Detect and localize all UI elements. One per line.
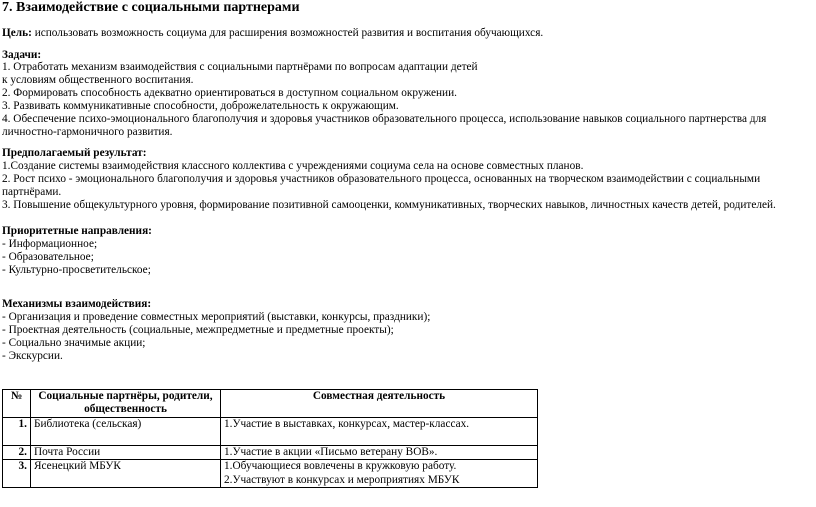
- direction-item: - Образовательное;: [2, 251, 94, 263]
- table-row: [3, 418, 538, 446]
- row-partner: Ясенецкий МБУК: [31, 460, 221, 488]
- task-line: личностно-гармоничного развития.: [2, 126, 173, 138]
- mechanism-item: - Экскурсии.: [2, 350, 63, 362]
- mechanism-item: - Проектная деятельность (социальные, межпредметные и предметные проекты);: [2, 324, 394, 336]
- direction-item: - Культурно-просветительское;: [2, 264, 151, 276]
- activity-line: 1.Участие в акции «Письмо ветерану ВОВ».: [224, 446, 438, 458]
- task-line: 1. Отработать механизм взаимодействия с социальными партнёрами по вопросам адаптации детей: [2, 61, 478, 73]
- row-number: 2.: [3, 446, 31, 460]
- result-line: партнёрами.: [2, 186, 62, 198]
- header-partners-line1: Социальные партнёры, родители,: [38, 390, 213, 402]
- task-line: к условиям общественного воспитания.: [2, 74, 194, 86]
- mechanism-item: - Организация и проведение совместных мероприятий (выставки, конкурсы, праздники);: [2, 311, 431, 323]
- row-activity: [221, 460, 538, 488]
- direction-item: - Информационное;: [2, 238, 98, 250]
- header-partners-line2: общественность: [84, 403, 167, 416]
- activity-line: 2.Участвуют в конкурсах и мероприятиях МБУК: [224, 473, 460, 486]
- partners-table: [2, 389, 538, 488]
- task-line: 4. Обеспечение психо-эмоционального благополучия и здоровья участников образовательного процесса, использование навыков социального партнерства для: [2, 113, 767, 125]
- directions-label: Приоритетные направления:: [2, 225, 152, 237]
- results-label: Предполагаемый результат:: [2, 147, 147, 159]
- table-header-row: [3, 390, 538, 418]
- row-activity: [221, 446, 538, 460]
- task-line: 3. Развивать коммуникативные способности, доброжелательность к окружающим.: [2, 100, 399, 112]
- result-line: 3. Повышение общекультурного уровня, формирование позитивной самооценки, коммуникативных, творческих навыков, личностных качеств детей, родителей.: [2, 199, 776, 211]
- result-line: 1.Создание системы взаимодействия классного коллектива с учреждениями социума села на основе совместных планов.: [2, 160, 584, 172]
- header-number: №: [3, 390, 31, 418]
- row-number: 3.: [3, 460, 31, 488]
- goal-text: использовать возможность социума для расширения возможностей развития и воспитания обучающихся.: [31, 27, 544, 39]
- mechanism-item: - Социально значимые акции;: [2, 337, 146, 349]
- row-activity: [221, 418, 538, 446]
- mechanisms-label: Механизмы взаимодействия:: [2, 298, 152, 310]
- row-number: 1.: [3, 418, 31, 446]
- tasks-label: Задачи:: [2, 49, 42, 61]
- goal-label: Цель:: [2, 27, 32, 39]
- task-line: 2. Формировать способность адекватно ориентироваться в доступном социальном окружении.: [2, 87, 457, 99]
- section-title: 7. Взаимодействие с социальными партнерами: [2, 0, 300, 15]
- row-partner: Почта России: [31, 446, 221, 460]
- result-line: 2. Рост психо - эмоционального благополучия и здоровья участников образовательного процесса, основанных на творческом взаимодействии с социальными: [2, 173, 761, 185]
- activity-line: 1.Обучающиеся вовлечены в кружковую работу.: [224, 460, 457, 473]
- header-activity: Совместная деятельность: [221, 390, 538, 418]
- row-partner: Библиотека (сельская): [31, 418, 221, 446]
- activity-line: 1.Участие в выставках, конкурсах, мастер-классах.: [224, 418, 470, 430]
- header-partners: [31, 390, 221, 418]
- goal-paragraph: [2, 27, 543, 40]
- table-row: [3, 460, 538, 488]
- table-row: [3, 446, 538, 460]
